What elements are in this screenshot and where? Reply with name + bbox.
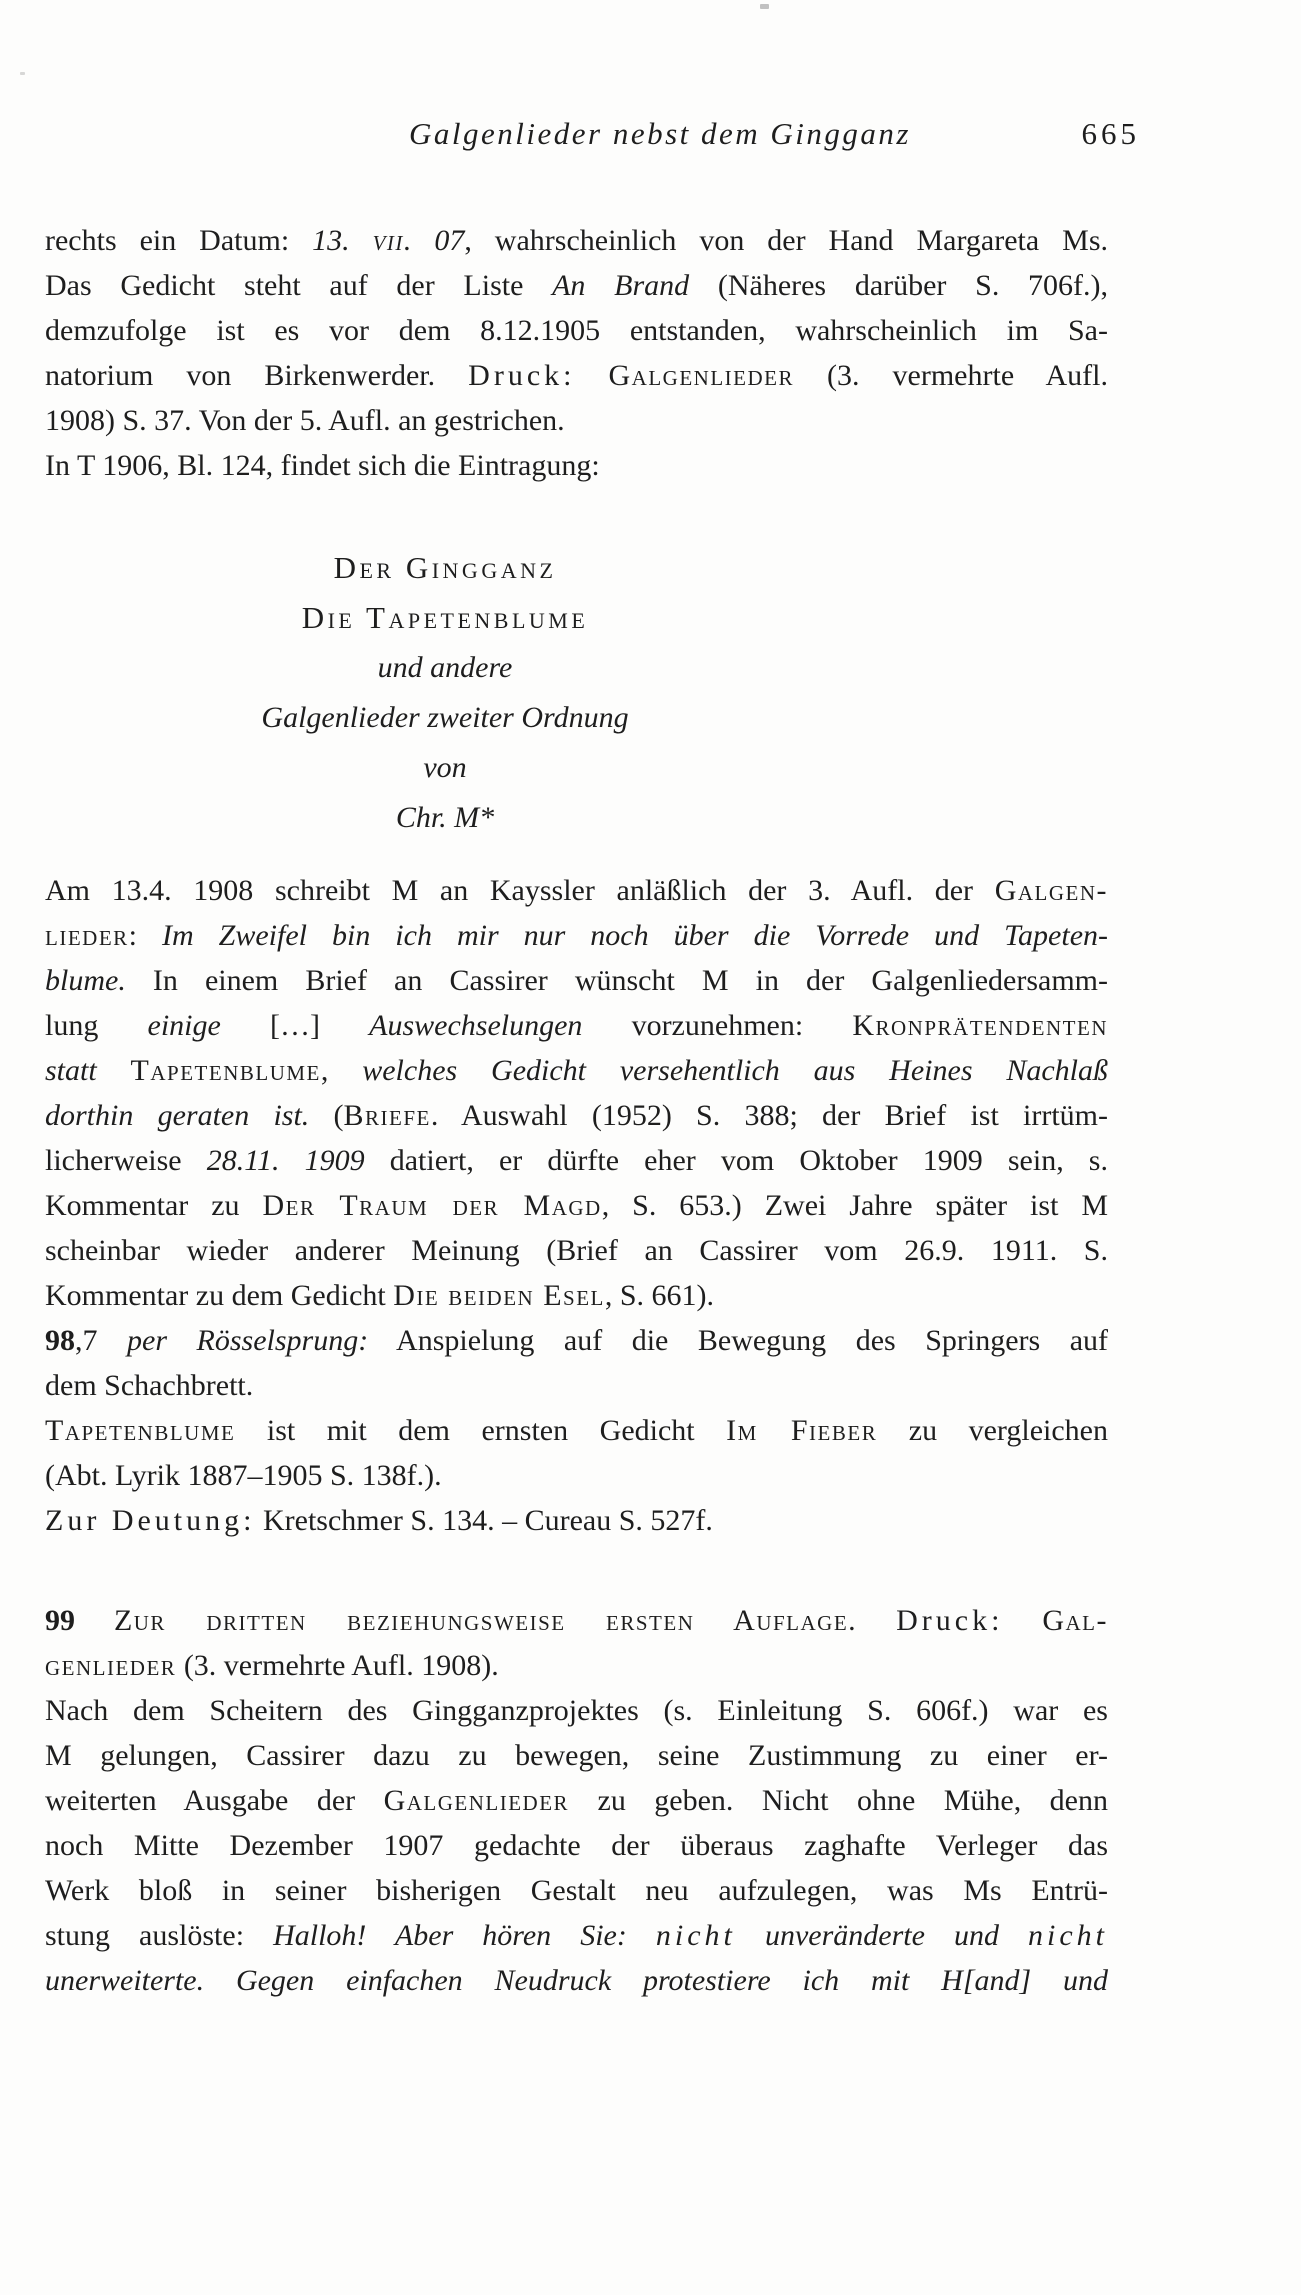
text-segment: Kommentar zu: [45, 1189, 263, 1222]
text-line: [45, 1688, 1108, 1733]
text-segment: Galgenlieder: [383, 1784, 570, 1817]
text-line: [45, 1318, 1108, 1363]
text-segment: zu geben. Nicht ohne Mühe, denn: [569, 1784, 1108, 1817]
text-line: [45, 1868, 1108, 1913]
text-segment: 98: [45, 1324, 75, 1357]
text-line: [45, 1778, 1108, 1823]
text-line: [45, 1228, 1108, 1273]
text-segment: Galgen-: [994, 874, 1108, 907]
text-segment: licherweise: [45, 1144, 207, 1177]
text-segment: Chr. M*: [395, 801, 495, 834]
text-segment: ,: [320, 1054, 363, 1087]
text-segment: und andere: [377, 651, 513, 684]
text-segment: 1908) S. 37. Von der 5. Aufl. an gestrichen.: [45, 404, 565, 437]
text-segment: Druck:: [468, 359, 576, 392]
text-line: [45, 1183, 1108, 1228]
text-segment: scheinbar wieder anderer Meinung (Brief an Cassirer vom 26.9. 1911. S.: [45, 1234, 1108, 1267]
text-line: [45, 868, 1108, 913]
text-segment: :: [128, 919, 162, 952]
text-segment: unerweiterte. Gegen einfachen Neudruck protestiere ich mit H[and] und: [45, 1964, 1108, 1997]
text-segment: (: [309, 1099, 344, 1132]
text-line: [45, 1408, 1108, 1453]
text-segment: Im Zweifel bin ich mir nur noch über die Vorrede und Tapeten-: [162, 919, 1109, 952]
text-segment: welches Gedicht versehentlich aus Heines Nachlaß: [362, 1054, 1109, 1087]
text-line: [45, 218, 1108, 263]
text-segment: statt: [45, 1054, 131, 1087]
text-segment: Kretschmer S. 134. – Cureau S. 527f.: [255, 1504, 713, 1537]
text-segment: Halloh! Aber hören Sie:: [273, 1919, 656, 1952]
text-line: [45, 1958, 1108, 2003]
text-segment: lung: [45, 1009, 148, 1042]
text-segment: per Rösselsprung:: [127, 1324, 369, 1357]
text-segment: Nach dem Scheitern des Gingganzprojektes (s. Einleitung S. 606f.) war es: [45, 1694, 1108, 1727]
running-head-title: Galgenlieder nebst dem Gingganz: [409, 116, 911, 151]
text-line: [45, 1913, 1108, 1958]
text-segment: blume.: [45, 964, 126, 997]
text-line: [45, 1138, 1108, 1183]
text-segment: Anspielung auf die Bewegung des Springers auf: [368, 1324, 1109, 1357]
text-segment: unveränderte und: [735, 1919, 1028, 1952]
text-segment: Der Traum der Magd: [262, 1189, 602, 1222]
text-segment: (Näheres darüber S. 706f.),: [689, 269, 1108, 302]
text-line: [45, 398, 1108, 443]
text-segment: einige: [147, 1009, 221, 1042]
text-line: [45, 543, 845, 593]
running-header: [180, 116, 1140, 161]
text-line: [45, 443, 1108, 488]
text-line: [45, 913, 1108, 958]
text-segment: rechts ein Datum:: [45, 224, 313, 257]
text-segment: (3. vermehrte Aufl.: [793, 359, 1108, 392]
text-line: [45, 1453, 1108, 1498]
text-segment: In T 1906, Bl. 124, findet sich die Eintragung:: [45, 449, 600, 482]
text-line: [45, 693, 845, 743]
text-segment: Im Fieber: [726, 1414, 878, 1447]
text-line: [45, 308, 1108, 353]
text-segment: stung auslöste:: [45, 1919, 274, 1952]
text-segment: zu vergleichen: [877, 1414, 1108, 1447]
text-line: [45, 353, 1108, 398]
text-segment: Kommentar zu dem Gedicht: [45, 1279, 394, 1312]
text-body: [45, 218, 1108, 2003]
text-segment: nicht: [655, 1919, 736, 1952]
text-segment: 99: [45, 1604, 75, 1637]
inscription-block: [45, 543, 845, 843]
text-segment: […]: [220, 1009, 370, 1042]
text-segment: M gelungen, Cassirer dazu zu bewegen, seine Zustimmung zu einer er-: [45, 1739, 1108, 1772]
text-line: [45, 643, 845, 693]
text-line: [45, 263, 1108, 308]
text-segment: An Brand: [552, 269, 690, 302]
text-line: [45, 1048, 1108, 1093]
text-line: [45, 1598, 1108, 1643]
text-segment: nicht: [1028, 1919, 1108, 1952]
scan-artifact: [20, 72, 25, 75]
text-segment: lieder: [45, 919, 129, 952]
text-line: [45, 1498, 1108, 1543]
text-line: [45, 1363, 1108, 1408]
text-segment: weiterten Ausgabe der: [45, 1784, 384, 1817]
text-line: [45, 1273, 1108, 1318]
text-line: [45, 1003, 1108, 1048]
text-segment: Die Tapetenblume: [301, 600, 589, 635]
scan-artifact: [760, 4, 769, 9]
text-segment: Am 13.4. 1908 schreibt M an Kayssler anläßlich der 3. Aufl. der: [45, 874, 995, 907]
text-line: [45, 958, 1108, 1003]
text-segment: 13.: [312, 224, 373, 257]
text-segment: natorium von Birkenwerder.: [45, 359, 469, 392]
text-segment: Tapetenblume: [45, 1414, 236, 1447]
text-segment: Zur Deutung:: [45, 1504, 256, 1537]
text-segment: Galgenlieder: [608, 359, 794, 392]
text-segment: vorzunehmen:: [582, 1009, 853, 1042]
text-segment: In einem Brief an Cassirer wünscht M in der Galgenliedersamm-: [125, 964, 1108, 997]
text-segment: dorthin geraten ist.: [45, 1099, 310, 1132]
text-segment: Werk bloß in seiner bisherigen Gestalt neu aufzulegen, was Ms Entrü-: [45, 1874, 1108, 1907]
text-segment: demzufolge ist es vor dem 8.12.1905 entstanden, wahrscheinlich im Sa-: [45, 314, 1108, 347]
text-segment: 28.11. 1909: [206, 1144, 365, 1177]
paragraph-gap: [45, 1543, 1108, 1598]
text-segment: Gal-: [1042, 1604, 1108, 1637]
text-line: [45, 1823, 1108, 1868]
text-line: [45, 1093, 1108, 1138]
text-segment: noch Mitte Dezember 1907 gedachte der überaus zaghafte Verleger das: [45, 1829, 1108, 1862]
paragraph: [45, 218, 1108, 488]
text-segment: (3. vermehrte Aufl. 1908).: [176, 1649, 499, 1682]
paragraph: [45, 1598, 1108, 2003]
text-segment: von: [423, 751, 467, 784]
text-segment: genlieder: [45, 1649, 177, 1682]
text-line: [45, 793, 845, 843]
text-segment: Das Gedicht steht auf der Liste: [45, 269, 553, 302]
text-line: [45, 1643, 1108, 1688]
text-segment: ,7: [75, 1324, 128, 1357]
text-segment: . 07: [403, 224, 465, 257]
text-segment: Auswechselungen: [369, 1009, 583, 1042]
text-segment: Galgenlieder zweiter Ordnung: [261, 701, 629, 734]
text-segment: Zur dritten beziehungsweise ersten Auflage.: [113, 1604, 858, 1637]
text-segment: Briefe: [343, 1099, 431, 1132]
paragraph: [45, 868, 1108, 1543]
text-segment: . Auswahl (1952) S. 388; der Brief ist irrtüm-: [430, 1099, 1108, 1132]
text-segment: vii: [372, 224, 404, 257]
text-segment: datiert, er dürfte eher vom Oktober 1909 sein, s.: [364, 1144, 1108, 1177]
page-number: 665: [1081, 116, 1140, 151]
text-segment: Tapetenblume: [130, 1054, 321, 1087]
text-segment: (Abt. Lyrik 1887–1905 S. 138f.).: [45, 1459, 442, 1492]
text-segment: [575, 359, 608, 392]
text-segment: Druck:: [896, 1604, 1004, 1637]
text-segment: [75, 1604, 114, 1637]
text-segment: Kronprätendenten: [852, 1009, 1108, 1042]
text-segment: [1003, 1604, 1042, 1637]
text-segment: Der Gingganz: [333, 550, 557, 585]
text-line: [45, 1733, 1108, 1778]
text-segment: , S. 661).: [604, 1279, 715, 1312]
text-segment: Die beiden Esel: [393, 1279, 605, 1312]
text-segment: [857, 1604, 896, 1637]
text-line: [45, 593, 845, 643]
text-segment: , wahrscheinlich von der Hand Margareta Ms.: [464, 224, 1108, 257]
text-line: [45, 743, 845, 793]
text-segment: , S. 653.) Zwei Jahre später ist M: [601, 1189, 1109, 1222]
text-segment: ist mit dem ernsten Gedicht: [235, 1414, 727, 1447]
text-segment: dem Schachbrett.: [45, 1369, 254, 1402]
